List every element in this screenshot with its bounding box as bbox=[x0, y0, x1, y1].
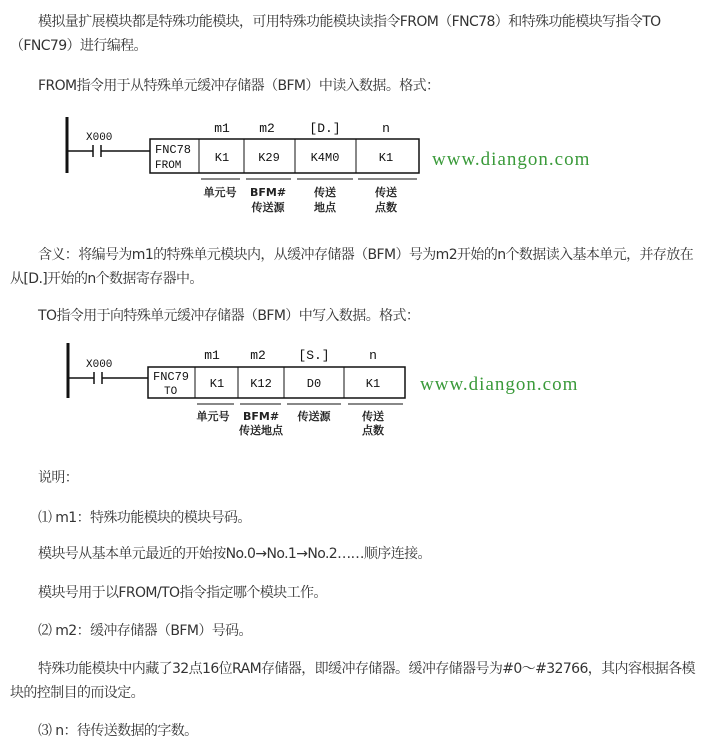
from-contact-label: X000 bbox=[86, 132, 113, 144]
from-value-d: K4M0 bbox=[310, 151, 340, 165]
from-label-n-b: 点数 bbox=[375, 201, 397, 214]
from-value-m1: K1 bbox=[214, 151, 230, 165]
to-contact-label: X000 bbox=[86, 359, 113, 371]
to-label-m1: 单元号 bbox=[196, 410, 230, 423]
note-m2-detail: 特殊功能模块中内藏了32点16位RAM存储器，即缓冲存储器。缓冲存储器号为#0～#32766，其内容根据各模块的控制目的而设定。 bbox=[10, 661, 695, 701]
notes-heading: 说明： bbox=[38, 470, 79, 486]
note-m2: ⑵ m2：缓冲存储器（BFM）号码。 bbox=[38, 623, 252, 639]
note-m1: ⑴ m1：特殊功能模块的模块号码。 bbox=[38, 510, 251, 526]
to-label-n-a: 传送 bbox=[362, 410, 384, 423]
from-header-m1: m1 bbox=[214, 121, 230, 136]
from-value-n: K1 bbox=[378, 151, 394, 165]
to-value-m2: K12 bbox=[250, 377, 272, 391]
from-label-m2-b: 传送源 bbox=[251, 201, 285, 214]
from-fnc: FNC78 bbox=[155, 143, 192, 157]
to-ladder-diagram bbox=[0, 328, 717, 454]
to-label-n-b: 点数 bbox=[362, 424, 384, 437]
to-value-m1: K1 bbox=[209, 377, 225, 391]
intro-paragraph: 模拟量扩展模块都是特殊功能模块，可用特殊功能模块读指令FROM（FNC78）和特殊功能模块写指令TO（FNC79）进行编程。 bbox=[10, 14, 661, 54]
from-label-m1: 单元号 bbox=[203, 186, 237, 199]
from-header-m2: m2 bbox=[259, 121, 275, 136]
from-label-d-a: 传送 bbox=[314, 186, 336, 199]
to-intro: TO指令用于向特殊单元缓冲存储器（BFM）中写入数据。格式： bbox=[38, 308, 420, 324]
to-label-s: 传送源 bbox=[297, 410, 331, 423]
to-header-m2: m2 bbox=[250, 348, 266, 363]
from-ladder-lines bbox=[67, 117, 419, 179]
from-mnemonic: FROM bbox=[155, 160, 182, 172]
to-header-s: [S.] bbox=[298, 348, 330, 363]
to-ladder-lines bbox=[68, 343, 405, 404]
to-header-m1: m1 bbox=[204, 348, 220, 363]
to-mnemonic: TO bbox=[164, 386, 178, 398]
from-watermark: www.diangon.com bbox=[432, 149, 591, 170]
to-label-m2-a: BFM# bbox=[242, 410, 280, 423]
note-m1-order: 模块号从基本单元最近的开始按No.0→No.1→No.2……顺序连接。 bbox=[38, 546, 431, 562]
from-meaning: 含义：将编号为m1的特殊单元模块内，从缓冲存储器（BFM）号为m2开始的n个数据读入基本单元，并存放在从[D.]开始的n个数据寄存器中。 bbox=[10, 247, 694, 287]
to-label-m2-b: 传送地点 bbox=[239, 424, 283, 437]
note-m1-usage: 模块号用于以FROM/TO指令指定哪个模块工作。 bbox=[38, 585, 327, 601]
from-header-d: [D.] bbox=[309, 121, 341, 136]
from-label-n-a: 传送 bbox=[375, 186, 397, 199]
from-label-d-b: 地点 bbox=[314, 201, 336, 214]
from-label-m2-a: BFM# bbox=[249, 186, 287, 199]
to-value-n: K1 bbox=[365, 377, 381, 391]
to-value-s: D0 bbox=[306, 377, 322, 391]
from-value-m2: K29 bbox=[258, 151, 280, 165]
from-intro: FROM指令用于从特殊单元缓冲存储器（BFM）中读入数据。格式： bbox=[38, 78, 440, 94]
note-n: ⑶ n：待传送数据的字数。 bbox=[38, 723, 198, 739]
to-watermark: www.diangon.com bbox=[420, 374, 579, 395]
to-fnc: FNC79 bbox=[153, 370, 190, 384]
from-header-n: n bbox=[382, 121, 390, 136]
from-ladder-diagram bbox=[0, 98, 717, 228]
to-header-n: n bbox=[369, 348, 377, 363]
